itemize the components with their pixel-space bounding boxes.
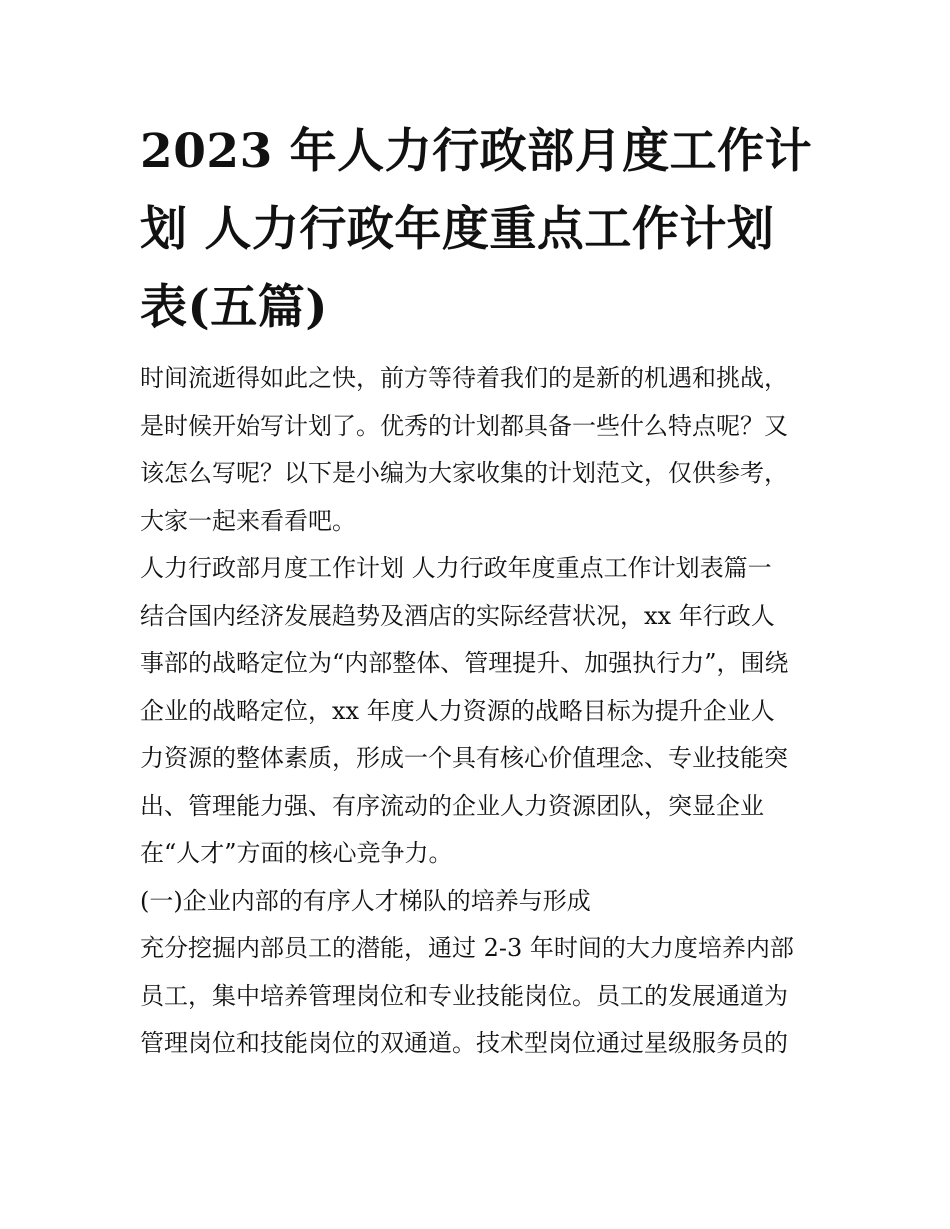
body-line: 时间流逝得如此之快，前方等待着我们的是新的机遇和挑战， <box>140 364 788 392</box>
body-line: 结合国内经济发展趋势及酒店的实际经营状况，xx 年行政人 <box>140 601 775 630</box>
title-line: 划 人力行政年度重点工作计划 <box>140 202 775 257</box>
body-line: 管理岗位和技能岗位的双通道。技术型岗位通过星级服务员的 <box>140 1029 788 1057</box>
body-line: 该怎么写呢？以下是小编为大家收集的计划范文，仅供参考， <box>140 459 788 487</box>
body-line: 充分挖掘内部员工的潜能，通过 2-3 年时间的大力度培养内部 <box>140 934 794 962</box>
body-line: 大家一起来看看吧。 <box>140 506 356 535</box>
body-line: 员工，集中培养管理岗位和专业技能岗位。员工的发展通道为 <box>140 981 788 1010</box>
body-line: 出、管理能力强、有序流动的企业人力资源团队，突显企业 <box>140 791 764 820</box>
section-heading: 人力行政部月度工作计划 人力行政年度重点工作计划表篇一 <box>140 554 772 582</box>
body-line: 是时候开始写计划了。优秀的计划都具备一些什么特点呢？又 <box>140 411 788 440</box>
document-title <box>140 113 820 347</box>
subsection-heading: (一)企业内部的有序人才梯队的培养与形成 <box>140 886 591 915</box>
title-line: 表(五篇) <box>140 280 328 335</box>
title-line: 2023 年人力行政部月度工作计 <box>140 124 813 179</box>
body-line: 企业的战略定位，xx 年度人力资源的战略目标为提升企业人 <box>140 696 775 725</box>
body-line: 事部的战略定位为“内部整体、管理提升、加强执行力”，围绕 <box>140 649 789 677</box>
document-body <box>140 355 812 1068</box>
body-line: 力资源的整体素质，形成一个具有核心价值理念、专业技能突 <box>140 744 788 772</box>
body-line: 在“人才”方面的核心竞争力。 <box>140 839 453 867</box>
